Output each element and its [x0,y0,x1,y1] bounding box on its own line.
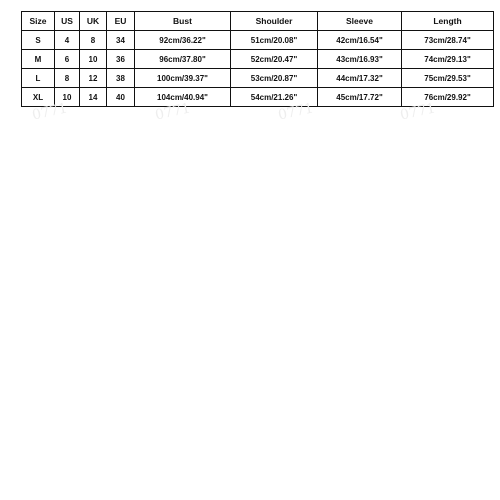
cell-us: 6 [55,50,80,69]
cell-length: 75cm/29.53" [402,69,494,88]
table-row [22,31,494,50]
cell-us: 8 [55,69,80,88]
size-chart-table [21,11,494,107]
cell-size: M [22,50,55,69]
cell-sleeve: 45cm/17.72" [318,88,402,107]
cell-bust: 92cm/36.22" [135,31,231,50]
header-shoulder: Shoulder [231,12,318,31]
cell-shoulder: 52cm/20.47" [231,50,318,69]
watermark-text: 0771 [398,100,437,124]
cell-us: 10 [55,88,80,107]
cell-shoulder: 54cm/21.26" [231,88,318,107]
cell-bust: 96cm/37.80" [135,50,231,69]
cell-eu: 40 [107,88,135,107]
header-us: US [55,12,80,31]
table-row [22,88,494,107]
cell-sleeve: 42cm/16.54" [318,31,402,50]
header-bust: Bust [135,12,231,31]
watermark-text: 0771 [30,100,69,124]
cell-sleeve: 43cm/16.93" [318,50,402,69]
header-sleeve: Sleeve [318,12,402,31]
table-row [22,69,494,88]
cell-shoulder: 51cm/20.08" [231,31,318,50]
table-row [22,50,494,69]
cell-uk: 14 [80,88,107,107]
cell-size: S [22,31,55,50]
cell-us: 4 [55,31,80,50]
cell-eu: 38 [107,69,135,88]
cell-bust: 100cm/39.37" [135,69,231,88]
cell-length: 74cm/29.13" [402,50,494,69]
watermark-text: 0771 [153,100,192,124]
header-row [22,12,494,31]
header-uk: UK [80,12,107,31]
header-eu: EU [107,12,135,31]
cell-length: 76cm/29.92" [402,88,494,107]
cell-size: L [22,69,55,88]
watermark-text: 0771 [276,100,315,124]
cell-eu: 36 [107,50,135,69]
cell-sleeve: 44cm/17.32" [318,69,402,88]
header-size: Size [22,12,55,31]
header-length: Length [402,12,494,31]
cell-uk: 12 [80,69,107,88]
cell-size: XL [22,88,55,107]
cell-eu: 34 [107,31,135,50]
cell-shoulder: 53cm/20.87" [231,69,318,88]
cell-uk: 10 [80,50,107,69]
cell-bust: 104cm/40.94" [135,88,231,107]
cell-length: 73cm/28.74" [402,31,494,50]
cell-uk: 8 [80,31,107,50]
